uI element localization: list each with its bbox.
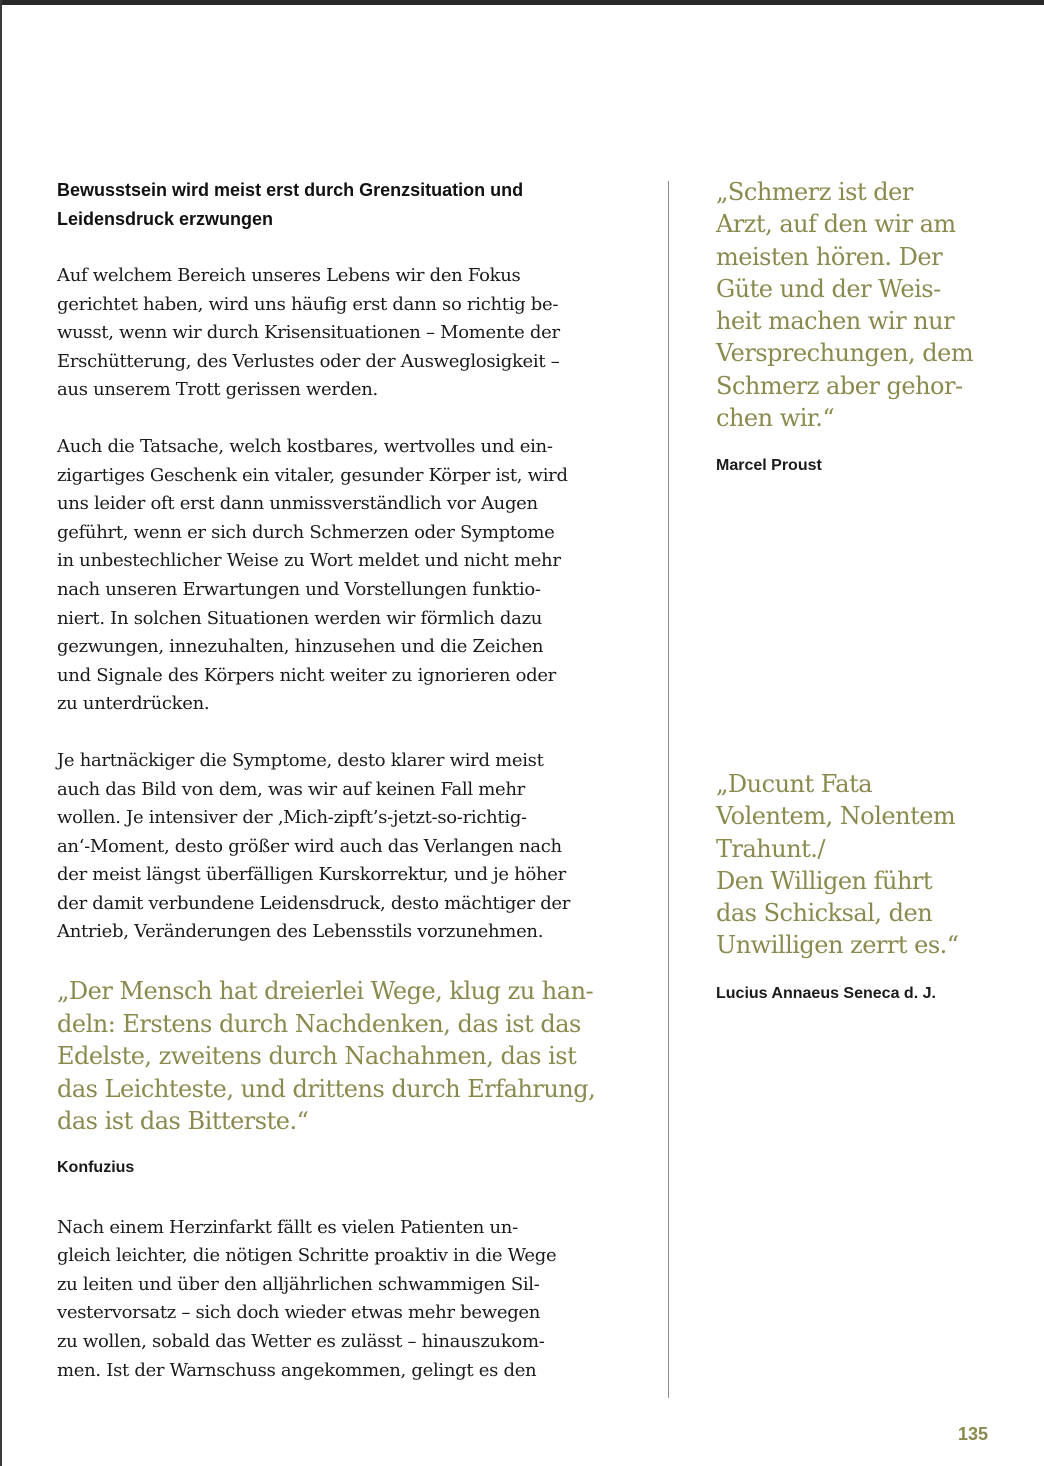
text-line: Je hartnäckiger die Symptome, desto klarer wird meist [57, 749, 544, 771]
main-column [57, 176, 627, 1413]
text-line: Volentem, Nolentem [716, 802, 956, 831]
text-line: meisten hören. Der [716, 242, 943, 271]
text-line: Schmerz aber gehor- [716, 371, 963, 400]
text-line: niert. In solchen Situationen werden wir förmlich dazu [57, 607, 543, 629]
text-line: Versprechungen, dem [716, 339, 974, 368]
text-line: uns leider oft erst dann unmissverständlich vor Augen [57, 493, 538, 515]
text-line: Auf welchem Bereich unseres Lebens wir den Fokus [57, 265, 521, 286]
text-line: gerichtet haben, wird uns häufig erst dann so richtig be- [57, 293, 559, 315]
text-line: Leidensdruck erzwungen [57, 209, 274, 229]
text-line: zu wollen, sobald das Wetter es zulässt – hinauszukom- [57, 1330, 545, 1352]
text-line: nach unseren Erwartungen und Vorstellungen funktio- [57, 578, 541, 600]
text-line: der meist längst überfälligen Kurskorrektur, und je höher [57, 864, 566, 886]
text-line: aus unserem Trott gerissen werden. [57, 379, 378, 401]
text-line: Arzt, auf den wir am [716, 210, 956, 239]
proust-author: Marcel Proust [716, 457, 822, 475]
proust-quote [716, 176, 1006, 434]
text-line: „Der Mensch hat dreierlei Wege, klug zu han- [57, 977, 594, 1006]
top-rule [0, 0, 1044, 5]
text-line: chen wir.“ [716, 404, 835, 433]
page-number: 135 [957, 1424, 988, 1444]
text-line: Antrieb, Veränderungen des Lebensstils vorzunehmen. [57, 921, 544, 943]
text-line: in unbestechlicher Weise zu Wort meldet und nicht mehr [57, 550, 561, 572]
paragraph-3 [57, 747, 627, 947]
text-line: wollen. Je intensiver der ‚Mich-zipft’s-jetzt-so-richtig- [57, 807, 527, 829]
text-line: Auch die Tatsache, welch kostbares, wertvolles und ein- [57, 435, 553, 457]
text-line: geführt, wenn er sich durch Schmerzen oder Symptome [57, 521, 555, 543]
proust-quote-block [716, 176, 1006, 476]
seneca-quote-block [716, 768, 1006, 1004]
text-line: auch das Bild von dem, was wir auf keinen Fall mehr [57, 778, 525, 800]
text-line: der damit verbundene Leidensdruck, desto mächtiger der [57, 892, 571, 914]
paragraph-1 [57, 262, 627, 405]
text-line: das Schicksal, den [716, 899, 933, 928]
text-line: Den Willigen führt [716, 866, 933, 895]
text-line: an‘-Moment, desto größer wird auch das Verlangen nach [57, 835, 562, 857]
seneca-author: Lucius Annaeus Seneca d. J. [716, 984, 936, 1002]
text-line: zigartiges Geschenk ein vitaler, gesunder Körper ist, wird [57, 464, 568, 486]
paragraph-4 [57, 1214, 627, 1386]
confucius-author: Konfuzius [57, 1158, 135, 1176]
text-line: gezwungen, innezuhalten, hinzusehen und die Zeichen [57, 636, 544, 658]
text-line: das ist das Bitterste.“ [57, 1107, 309, 1136]
text-line: wusst, wenn wir durch Krisensituationen – Momente der [57, 322, 560, 344]
text-line: deln: Erstens durch Nachdenken, das ist das [57, 1009, 581, 1038]
text-line: Nach einem Herzinfarkt fällt es vielen Patienten un- [57, 1216, 518, 1238]
paragraph-2 [57, 433, 627, 719]
text-line: zu leiten und über den alljährlichen schwammigen Sil- [57, 1273, 540, 1295]
text-line: gleich leichter, die nötigen Schritte proaktiv in die Wege [57, 1245, 557, 1267]
text-line: und Signale des Körpers nicht weiter zu ignorieren oder [57, 664, 556, 686]
text-line: „Ducunt Fata [716, 770, 873, 798]
text-line: Trahunt./ [716, 834, 826, 863]
text-line: das Leichteste, und drittens durch Erfahrung, [57, 1074, 596, 1103]
column-divider [668, 181, 669, 1398]
text-line: „Schmerz ist der [716, 178, 913, 206]
text-line: Erschütterung, des Verlustes oder der Ausweglosigkeit – [57, 350, 560, 372]
seneca-quote [716, 768, 1006, 962]
text-line: Unwilligen zerrt es.“ [716, 931, 959, 960]
text-line: Edelste, zweitens durch Nachahmen, das ist [57, 1042, 577, 1071]
text-line: Güte und der Weis- [716, 274, 941, 303]
text-line: heit machen wir nur [716, 307, 955, 336]
text-line: vestervorsatz – sich doch wieder etwas mehr bewegen [57, 1302, 541, 1324]
text-line: men. Ist der Warnschuss angekommen, gelingt es den [57, 1359, 537, 1381]
text-line: zu unterdrücken. [57, 693, 210, 715]
confucius-quote [57, 975, 627, 1138]
page-edge [0, 0, 2, 1466]
section-heading [57, 176, 627, 234]
text-line: Bewusstsein wird meist erst durch Grenzsituation und [57, 180, 524, 200]
